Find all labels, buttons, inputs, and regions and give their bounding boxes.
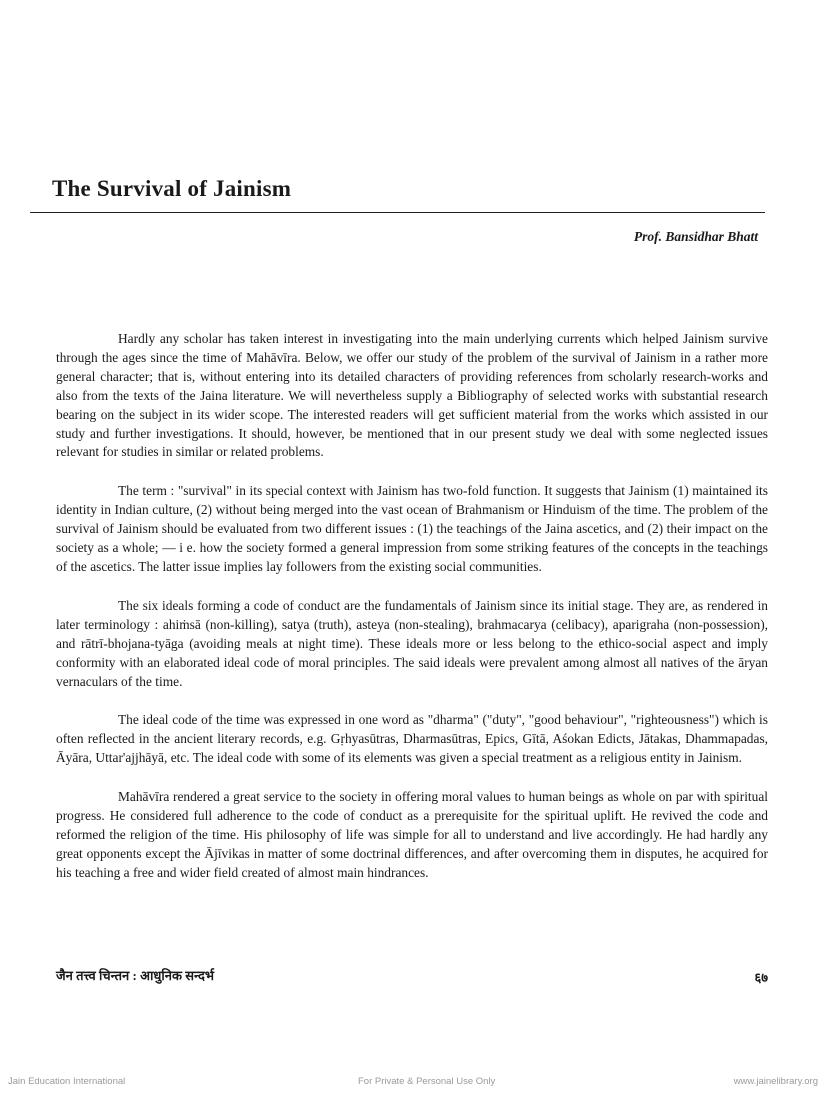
paragraph-3: The six ideals forming a code of conduct are the fundamentals of Jainism since its initial stage. They are, as rendered in later terminology : ahiṁsā (non-killing), satya (truth), asteya (non-stealing), brahmacarya (celibacy), aparigraha (non-possession), and rātrī-bhojana-tyāga (avoiding meals at night time). These ideals more or less belong to the ethico-social aspect and imply conformity with an elaborated ideal code of moral principles. The said ideals were prevalent among almost all natives of the āryan vernaculars of the time. [56,597,768,689]
paragraph-5: Mahāvīra rendered a great service to the society in offering moral values to human beings as whole on par with spiritual progress. He considered full adherence to the code of conduct as a prerequisite for the spiritual uplift. He revived the code and reformed the religion of the time. His philosophy of life was simple for all to understand and live accordingly. He had hardly any great opponents except the Ājīvikas in matter of some doctrinal differences, and after overcoming them in disputes, he acquired for his teaching a free and wider field created of almost main hindrances. [56,789,768,880]
page-number: ६७ [754,970,768,985]
watermark-left: Jain Education International [8,1076,126,1087]
paragraph-1: Hardly any scholar has taken interest in investigating into the main underlying currents which helped Jainism survive through the ages since the time of Mahāvīra. Below, we offer our study of the problem of the survival of Jainism in a rather more general character; that is, without entering into its detailed characters of providing references from scholarly research-works and also from the texts of the Jaina literature. We will nevertheless supply a Bibliography of selected works with substantial research bearing on the subject in its wider scope. The interested readers will get sufficient material from the works which assisted in our study and further investigations. It should, however, be mentioned that in our present study we deal with some neglected issues relevant for studies in similar or related problems. [56,331,768,460]
title-rule [30,212,765,213]
journal-footer-title: जैन तत्त्व चिन्तन : आधुनिक सन्दर्भ [56,968,215,983]
article-body [56,330,768,901]
paragraph-2: The term : "survival" in its special context with Jainism has two-fold function. It suggests that Jainism (1) maintained its identity in Indian culture, (2) without being merged into the vast ocean of Brahmanism or Hinduism of the time. The problem of the survival of Jainism should be evaluated from two different issues : (1) the teachings of the Jaina ascetics, and (2) their impact on the society as a whole; — i e. how the society formed a general impression from some striking features of the concepts in the teachings of the ascetics. The latter issue implies lay followers from the existing social communities. [56,483,768,574]
article-title: The Survival of Jainism [52,176,292,201]
author-name: Prof. Bansidhar Bhatt [633,229,758,244]
paragraph-4: The ideal code of the time was expressed in one word as "dharma" ("duty", "good behaviour", "righteousness") which is often reflected in the ancient literary records, e.g. Gṛhyasūtras, Dharmasūtras, Epics, Gītā, Aśokan Edicts, Jātakas, Dhammapadas, Āyāra, Uttar'ajjhāyā, etc. The ideal code with some of its elements was given a special treatment as a religious entity in Jainism. [56,712,768,766]
watermark-right: www.jainelibrary.org [733,1076,818,1087]
watermark-center: For Private & Personal Use Only [358,1076,496,1087]
